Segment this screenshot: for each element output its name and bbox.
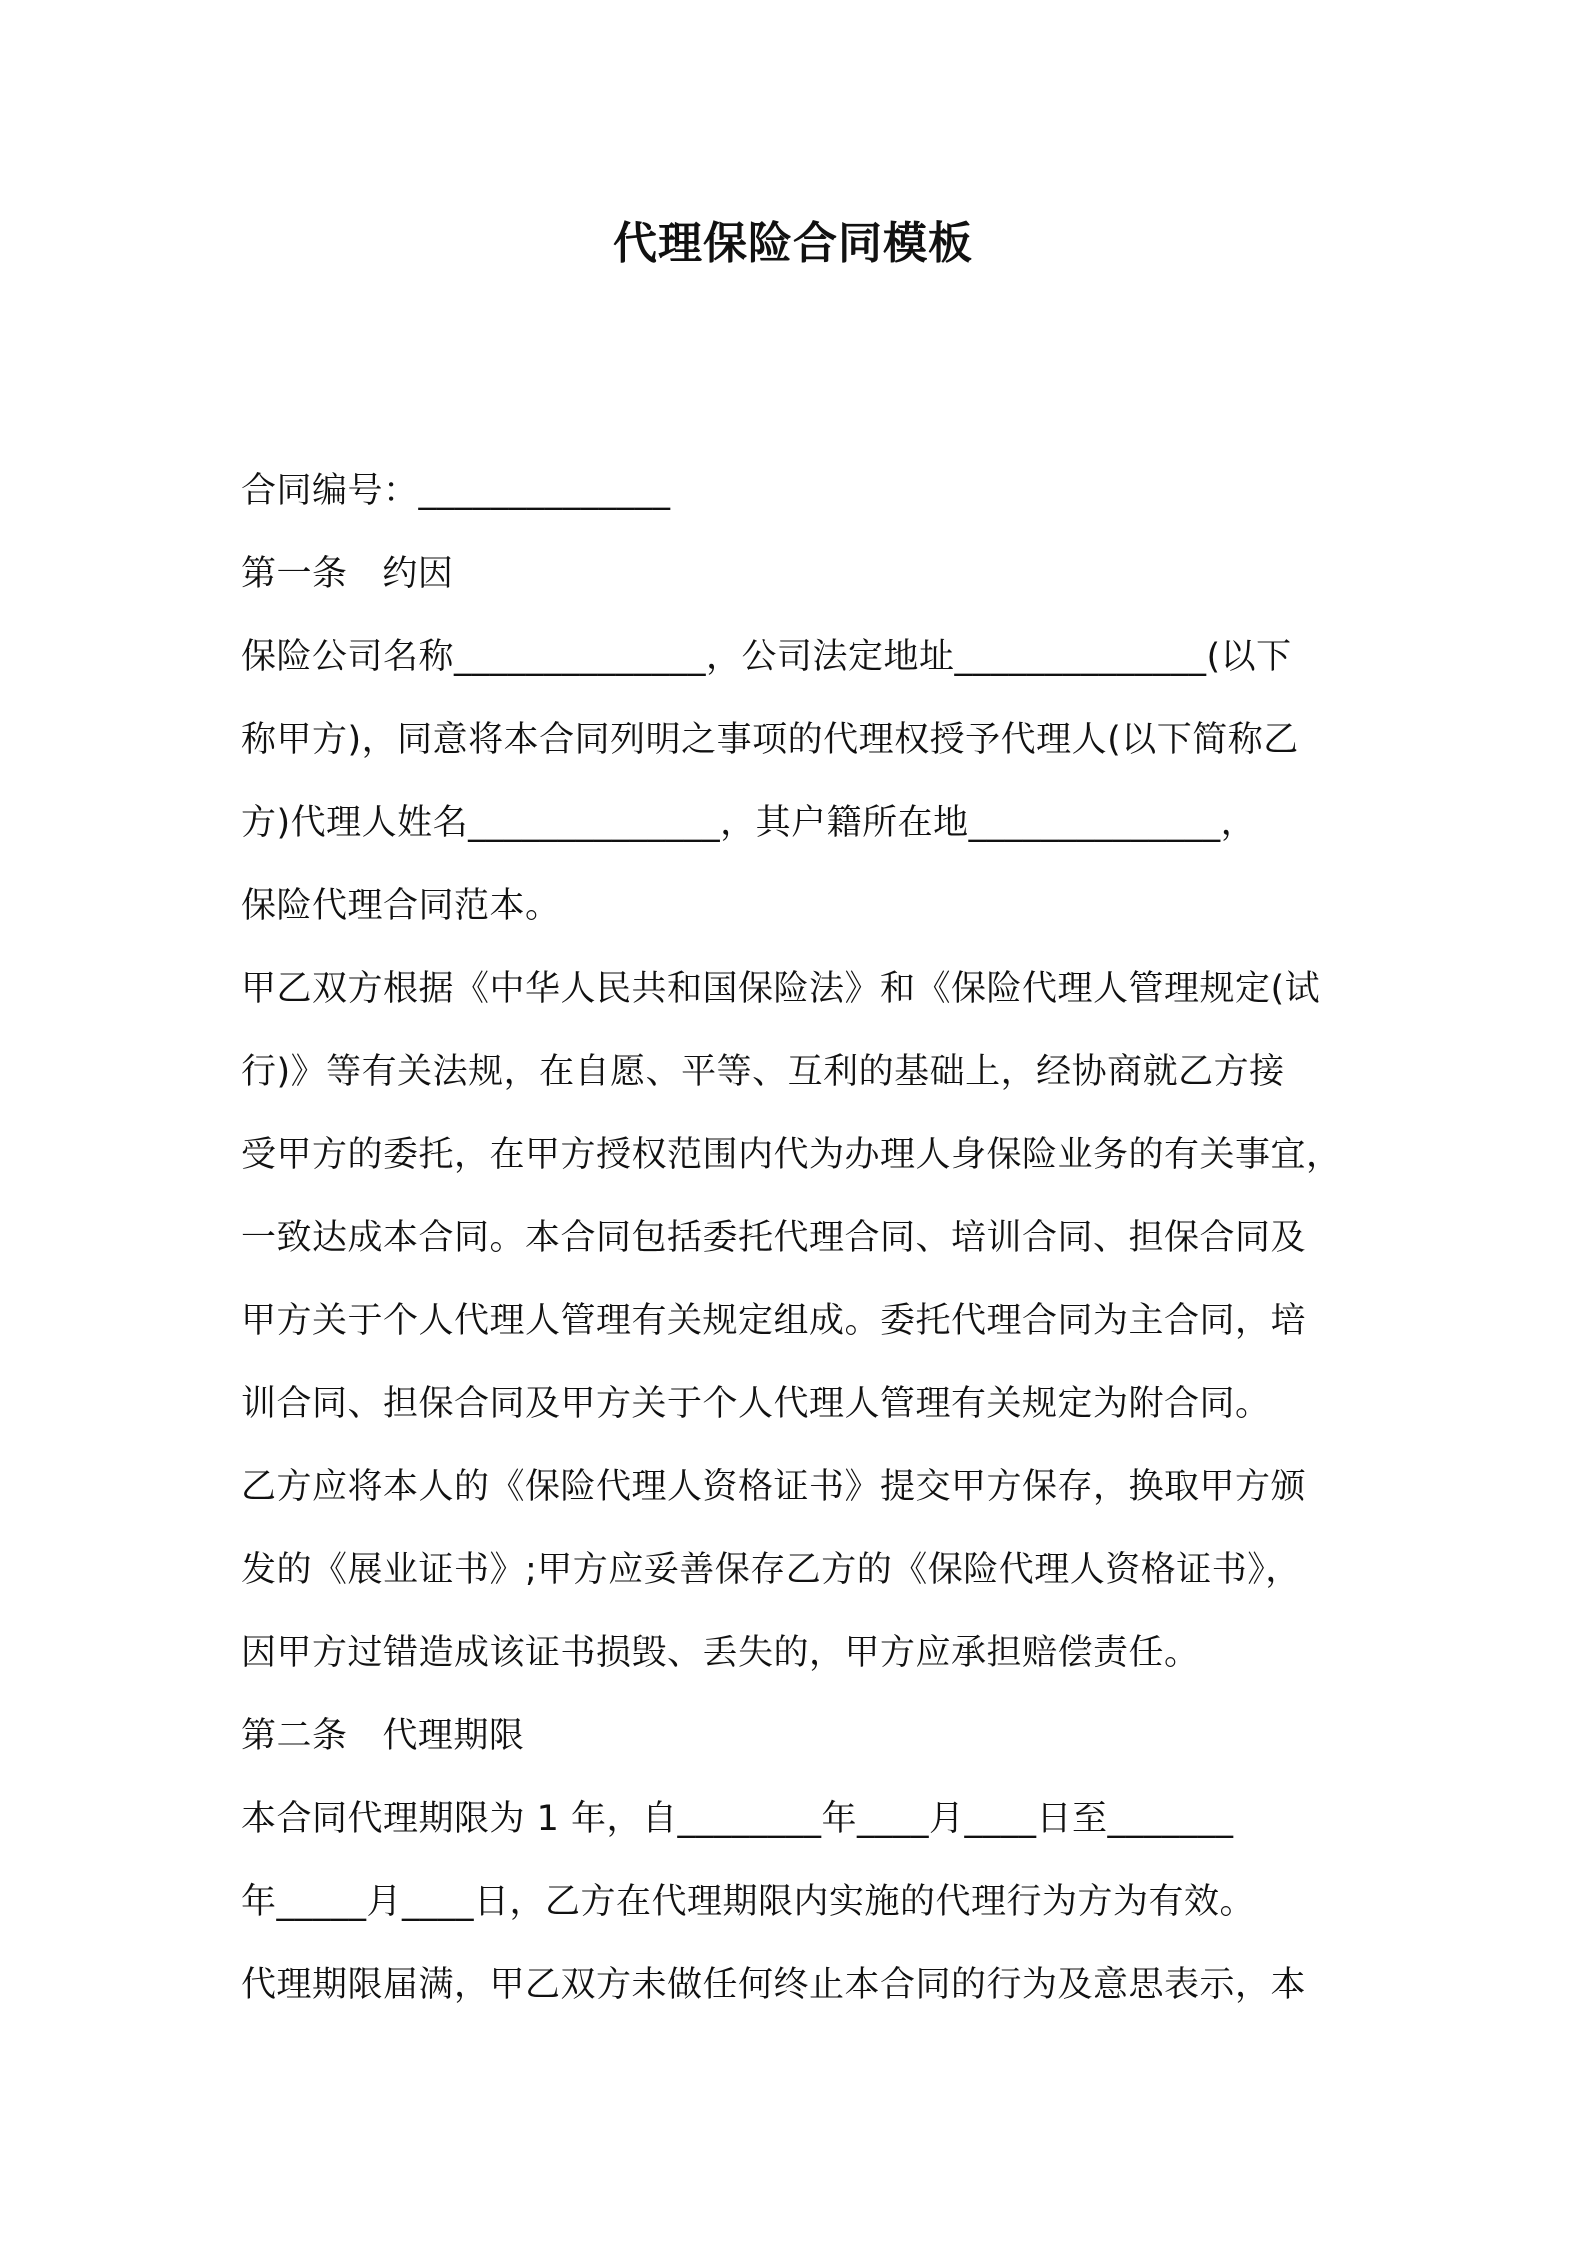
paragraph-line: 甲方关于个人代理人管理有关规定组成。委托代理合同为主合同，培 — [241, 1301, 1307, 1341]
paragraph-line: 一致达成本合同。本合同包括委托代理合同、培训合同、担保合同及 — [241, 1218, 1307, 1258]
paragraph-line: 发的《展业证书》;甲方应妥善保存乙方的《保险代理人资格证书》， — [241, 1550, 1301, 1590]
paragraph-line: 受甲方的委托，在甲方授权范围内代为办理人身保险业务的有关事宜， — [241, 1135, 1342, 1175]
article-2-heading: 第二条 代理期限 — [241, 1716, 525, 1756]
paragraph-line: 因甲方过错造成该证书损毁、丢失的，甲方应承担赔偿责任。 — [241, 1633, 1200, 1673]
contract-number-line: 合同编号：______________ — [241, 471, 671, 511]
paragraph-line: 年_____月____日，乙方在代理期限内实施的代理行为方为有效。 — [241, 1882, 1256, 1922]
paragraph-line: 方)代理人姓名______________，其户籍所在地______________， — [241, 803, 1257, 843]
paragraph-line: 训合同、担保合同及甲方关于个人代理人管理有关规定为附合同。 — [241, 1384, 1271, 1424]
article-1-heading: 第一条 约因 — [241, 554, 454, 594]
document-body — [241, 450, 1361, 2027]
paragraph-line: 行)》等有关法规，在自愿、平等、互利的基础上，经协商就乙方接 — [241, 1052, 1285, 1092]
paragraph-line: 保险代理合同范本。 — [241, 886, 561, 926]
paragraph-line: 代理期限届满，甲乙双方未做任何终止本合同的行为及意思表示，本 — [241, 1965, 1307, 2005]
paragraph-line: 乙方应将本人的《保险代理人资格证书》提交甲方保存，换取甲方颁 — [241, 1467, 1307, 1507]
document-title: 代理保险合同模板 — [613, 218, 973, 269]
paragraph-line: 本合同代理期限为 1 年，自________年____月____日至_______ — [241, 1799, 1234, 1839]
paragraph-line: 甲乙双方根据《中华人民共和国保险法》和《保险代理人管理规定(试 — [241, 969, 1321, 1009]
paragraph-line: 称甲方)，同意将本合同列明之事项的代理权授予代理人(以下简称乙 — [241, 720, 1299, 760]
paragraph-line: 保险公司名称______________，公司法定地址______________(以下 — [241, 637, 1292, 677]
